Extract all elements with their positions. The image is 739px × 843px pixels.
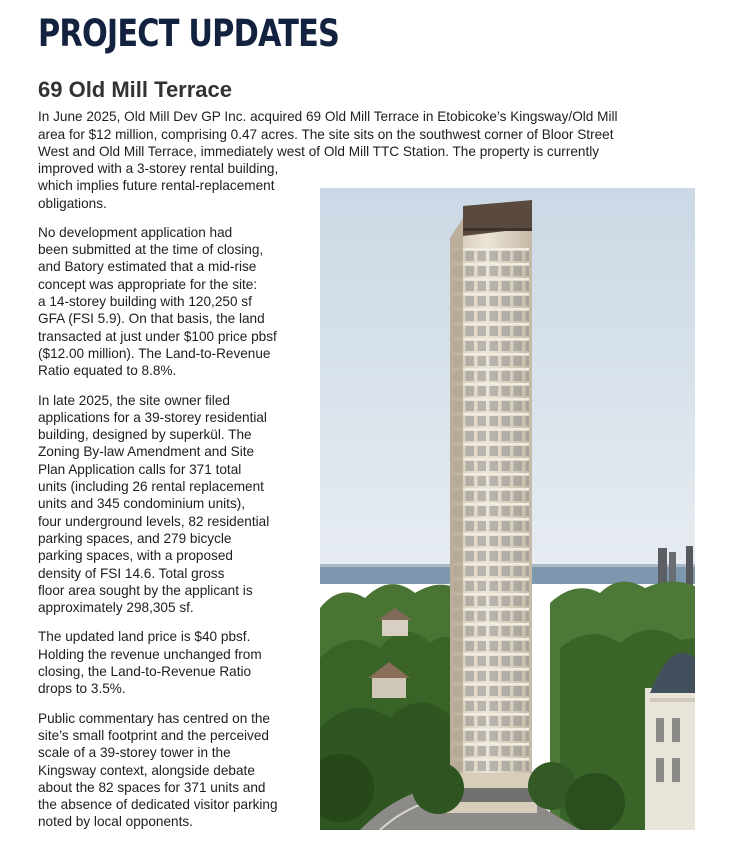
tower-rendering-svg bbox=[320, 188, 695, 830]
text-line: and Batory estimated that a mid-rise bbox=[38, 259, 257, 275]
text-line: scale of a 39-storey tower in the bbox=[38, 745, 231, 761]
paragraph-closing-estimate bbox=[38, 224, 318, 380]
lead-line: West and Old Mill Terrace, immediately west of Old Mill TTC Station. The property is currently bbox=[38, 144, 600, 159]
text-line: which implies future rental-replacement bbox=[38, 178, 275, 194]
text-line: GFA (FSI 5.9). On that basis, the land bbox=[38, 311, 265, 327]
text-line: building, designed by superkül. The bbox=[38, 427, 252, 443]
text-line: Ratio equated to 8.8%. bbox=[38, 363, 177, 379]
text-line: Public commentary has centred on the bbox=[38, 710, 270, 726]
tower-facade-floors bbox=[453, 246, 529, 806]
text-line: transacted at just under $100 price pbsf bbox=[38, 328, 277, 344]
paragraph-updated-price bbox=[38, 628, 318, 697]
house bbox=[372, 676, 406, 698]
text-line: units (including 26 rental replacement bbox=[38, 479, 264, 495]
distant-tower bbox=[669, 552, 676, 586]
lead-line: area for $12 million, comprising 0.47 acres. The site sits on the southwest corner of Bloor Street bbox=[38, 126, 614, 142]
article-title: 69 Old Mill Terrace bbox=[38, 77, 233, 102]
text-line: ($12.00 million). The Land-to-Revenue bbox=[38, 345, 271, 361]
text-line: drops to 3.5%. bbox=[38, 681, 126, 697]
paragraph-application bbox=[38, 392, 318, 617]
text-line: parking spaces, and 279 bicycle bbox=[38, 530, 232, 546]
text-line: The updated land price is $40 pbsf. bbox=[38, 629, 251, 645]
tree bbox=[412, 762, 464, 814]
text-line: Plan Application calls for 371 total bbox=[38, 461, 242, 477]
text-line: about the 82 spaces for 371 units and bbox=[38, 779, 266, 795]
text-line: noted by local opponents. bbox=[38, 814, 193, 830]
distant-tower bbox=[658, 548, 667, 586]
house bbox=[382, 618, 408, 636]
text-line: Zoning By-law Amendment and Site bbox=[38, 444, 255, 460]
text-line: four underground levels, 82 residential bbox=[38, 513, 270, 529]
text-line: applications for a 39-storey residential bbox=[38, 409, 267, 425]
text-line: closing, the Land-to-Revenue Ratio bbox=[38, 664, 252, 680]
text-line: concept was appropriate for the site: bbox=[38, 276, 258, 292]
paragraph-public-commentary bbox=[38, 710, 318, 831]
text-line: site’s small footprint and the perceived bbox=[38, 727, 269, 743]
text-line: Holding the revenue unchanged from bbox=[38, 646, 262, 662]
text-column bbox=[38, 160, 318, 843]
paragraph-rental-building bbox=[38, 160, 318, 212]
text-line: approximately 298,305 sf. bbox=[38, 600, 194, 616]
text-line: units and 345 condominium units), bbox=[38, 496, 246, 512]
text-line: obligations. bbox=[38, 195, 107, 211]
text-line: No development application had bbox=[38, 224, 233, 240]
text-line: density of FSI 14.6. Total gross bbox=[38, 565, 225, 581]
text-line: parking spaces, with a proposed bbox=[38, 548, 233, 564]
distant-tower bbox=[686, 546, 693, 586]
text-line: In late 2025, the site owner filed bbox=[38, 392, 230, 408]
text-line: the absence of dedicated visitor parking bbox=[38, 797, 278, 813]
text-line: been submitted at the time of closing, bbox=[38, 242, 264, 258]
text-line: improved with a 3-storey rental building, bbox=[38, 161, 279, 176]
tower-rendering-image bbox=[320, 188, 695, 830]
text-line: a 14-storey building with 120,250 sf bbox=[38, 294, 252, 310]
text-line: Kingsway context, alongside debate bbox=[38, 762, 255, 778]
lead-line: In June 2025, Old Mill Dev GP Inc. acquired 69 Old Mill Terrace in Etobicoke’s Kingsway/Old Mill bbox=[38, 109, 618, 124]
dome-building bbox=[645, 688, 695, 830]
page-heading: PROJECT UPDATES bbox=[38, 12, 340, 55]
lead-paragraph bbox=[38, 108, 710, 161]
text-line: floor area sought by the applicant is bbox=[38, 582, 253, 598]
